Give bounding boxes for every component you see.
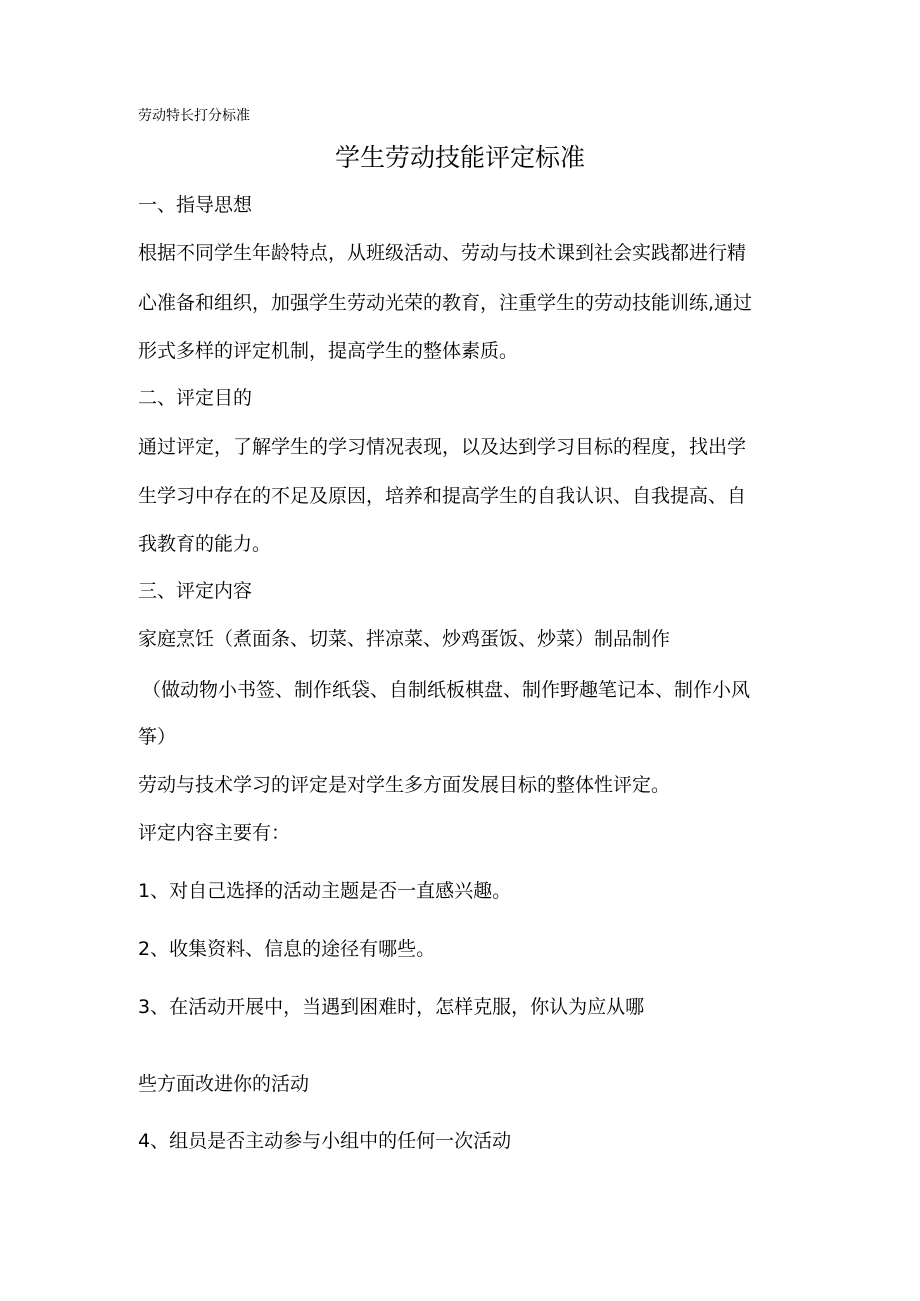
paragraph-line: 筝） (138, 726, 177, 748)
list-item: 2、收集资料、信息的途径有哪些。 (138, 938, 436, 960)
list-item-continuation: 些方面改进你的活动 (138, 1073, 310, 1095)
list-item: 1、对自己选择的活动主题是否一直感兴趣。 (138, 880, 512, 902)
paragraph-line: 根据不同学生年龄特点，从班级活动、劳动与技术课到社会实践都进行精 (138, 242, 747, 264)
header-note: 劳动特长打分标准 (138, 108, 250, 124)
list-item: 4、组员是否主动参与小组中的任何一次活动 (138, 1130, 512, 1152)
paragraph-line: 劳动与技术学习的评定是对学生多方面发展目标的整体性评定。 (138, 774, 671, 796)
list-item: 3、在活动开展中，当遇到困难时，怎样克服，你认为应从哪 (138, 996, 645, 1018)
section-heading-purpose: 二、评定目的 (138, 387, 253, 409)
paragraph-line: （做动物小书签、制作纸袋、自制纸板棋盘、制作野趣笔记本、制作小风 (142, 679, 751, 701)
paragraph-line: 心准备和组织，加强学生劳动光荣的教育，注重学生的劳动技能训练,通过 (138, 292, 753, 314)
section-heading-content: 三、评定内容 (138, 580, 253, 602)
paragraph-line: 评定内容主要有： (138, 822, 291, 844)
section-heading-guiding-idea: 一、指导思想 (138, 194, 253, 216)
paragraph-line: 通过评定，了解学生的学习情况表现，以及达到学习目标的程度，找出学 (138, 436, 747, 458)
document-title: 学生劳动技能评定标准 (334, 143, 585, 172)
paragraph-line: 家庭烹饪（煮面条、切菜、拌凉菜、炒鸡蛋饭、炒菜）制品制作 (138, 628, 671, 650)
paragraph-line: 我教育的能力。 (138, 533, 272, 555)
paragraph-line: 生学习中存在的不足及原因，培养和提高学生的自我认识、自我提高、自 (138, 485, 747, 507)
paragraph-line: 形式多样的评定机制，提高学生的整体素质。 (138, 340, 519, 362)
